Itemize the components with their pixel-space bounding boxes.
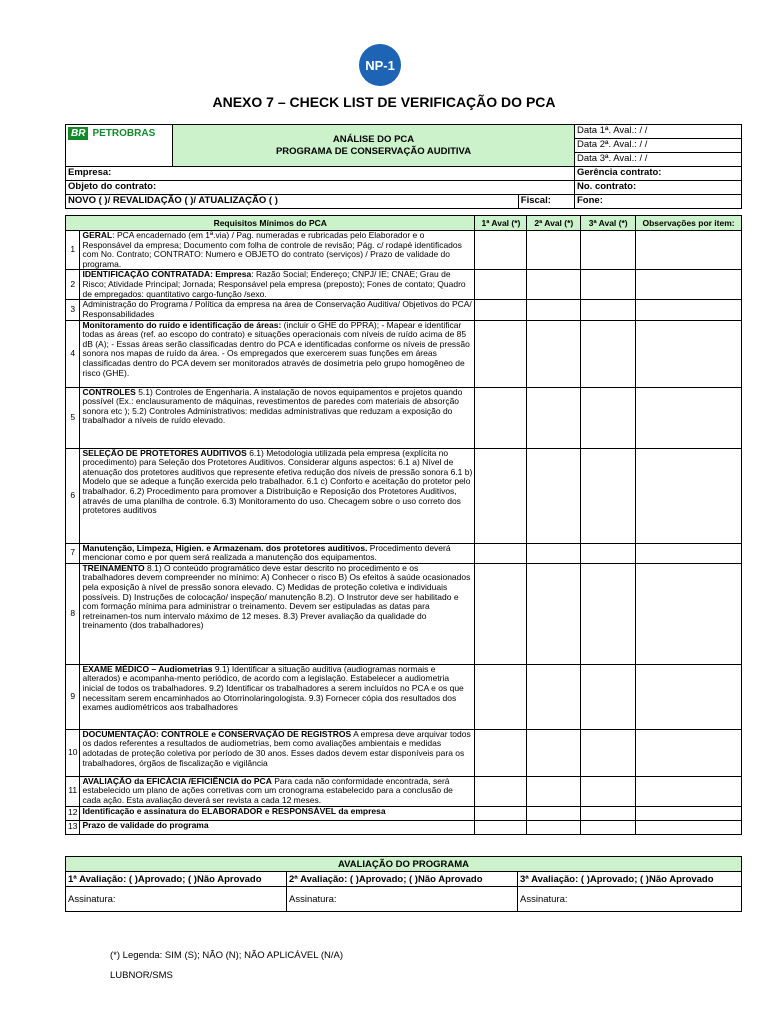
empresa-field[interactable]: Empresa: [66, 167, 575, 181]
observation-cell[interactable] [636, 320, 742, 387]
table-row [66, 664, 742, 729]
requirement-heading: CONTROLES [82, 386, 136, 397]
aval-2-cell[interactable] [527, 448, 581, 543]
table-row [66, 387, 742, 448]
evaluation-table [65, 856, 742, 912]
item-number: 11 [66, 776, 80, 806]
aval-3-cell[interactable] [581, 270, 636, 300]
aval-2-cell[interactable] [527, 776, 581, 806]
aval-3-cell[interactable] [581, 563, 636, 664]
requirement-text [80, 300, 475, 320]
requirement-heading: Manutenção, Limpeza, Higien. e Armazenam. dos protetores auditivos. [82, 542, 368, 553]
requirement-body: (incluir o GHE do PPRA); - Mapear e identificar todas as áreas (ref. ao escopo do contrato) e situações operacionais com níveis de ruído acima de 85 dB (A); - Essas áreas serão classificadas dentro do PCA e identificadas conforme os níveis de pressão sonora nos mapas de ruído da área. - Os empregados que exercerem suas funções em áreas classificadas dentro do PCA devem ser monitorados através de dosimetria pelo grupo homogêneo de risco (GHE). [82, 319, 470, 378]
requirement-body: Para cada não conformidade encontrada, será estabelecido um plano de ações corretivas com um cronograma estabelecido para a conclusão de cada ação. Esta avaliação deverá ser revista a cada 12 meses. [82, 775, 453, 805]
aval-1-cell[interactable] [475, 664, 527, 729]
header-title-line1: ANÁLISE DO PCA [332, 133, 415, 145]
aval-2-cell[interactable] [527, 300, 581, 320]
observation-cell[interactable] [636, 820, 742, 834]
requirement-heading: EXAME MÉDICO – Audiometrias [82, 663, 213, 674]
requirement-heading: SELEÇÃO DE PROTETORES AUDITIVOS [82, 447, 247, 458]
table-row [66, 320, 742, 387]
observation-cell[interactable] [636, 776, 742, 806]
header-title-line2: PROGRAMA DE CONSERVAÇÃO AUDITIVA [275, 145, 472, 157]
requirement-text [80, 729, 475, 776]
aval-3-cell[interactable] [581, 664, 636, 729]
table-row [66, 729, 742, 776]
aval-2-cell[interactable] [527, 270, 581, 300]
no-contrato-field[interactable]: No. contrato: [575, 181, 742, 195]
requirement-text [80, 543, 475, 563]
requirement-body: 6.1) Metodologia utilizada pela empresa (explícita no procedimento) para Seleção dos Protetores Auditivos. Considerar alguns aspectos: 6.1 a) Nível de atenuação dos protetores auditivos que represente efetiva redução dos níveis de pressão sonora 6.1 b) Modelo que se adeque a função exercida pelo trabalhador. 6.1 c) Conforto e aceitação do protetor pelo trabalhador. 6.2) Procedimento para promover a Distribuição e Reposição dos Protetores Auditivos, através de uma planilha de controle. 6.3) Monitoramento do uso. Checagem sobre o uso correto dos protetores auditivos [82, 447, 473, 516]
aval-1-cell[interactable] [475, 320, 527, 387]
col-header-aval3: 3ª Aval (*) [581, 216, 636, 231]
date3-field[interactable]: Data 3ª. Aval.: / / [575, 153, 742, 167]
observation-cell[interactable] [636, 448, 742, 543]
novo-revalidacao-field[interactable]: NOVO ( )/ REVALIDAÇÃO ( )/ ATUALIZAÇÃO ( ) [66, 195, 519, 209]
requirement-text [80, 820, 475, 834]
aval-3-cell[interactable] [581, 543, 636, 563]
table-row [66, 448, 742, 543]
aval-2-cell[interactable] [527, 320, 581, 387]
aval-1-cell[interactable] [475, 543, 527, 563]
requirement-body: 8.1) O conteúdo programático deve estar descrito no procedimento e os trabalhadores devem compreender no mínimo: A) Conhecer o risco B) Os efeitos à saúde ocasionados pela exposição à nível de pressão sonora elevado. C) Medidas de proteção coletiva e individuais possíveis. D) Instruções de colocação/ inspeção/ manutenção 8.2). O Instrutor deve ser habilitado e com formação mínima para administrar o treinamento. Devem ser estipuladas as datas para retreinamen-tos num intervalo máximo de 12 meses. 8.3) Prever avaliação da qualidade do treinamento (dos trabalhadores) [82, 562, 471, 631]
item-number: 13 [66, 820, 80, 834]
fiscal-field[interactable]: Fiscal: [518, 195, 574, 209]
aval-2-cell[interactable] [527, 231, 581, 270]
aval-2-cell[interactable] [527, 563, 581, 664]
table-row [66, 231, 742, 270]
requirement-text [80, 320, 475, 387]
item-number: 2 [66, 270, 80, 300]
table-row [66, 270, 742, 300]
requirement-text [80, 231, 475, 270]
item-number: 4 [66, 320, 80, 387]
requirement-text [80, 806, 475, 820]
requirement-heading: AVALIAÇÃO da EFICÁCIA /EFICIÊNCIA do PCA [82, 775, 272, 786]
aval-1-cell[interactable] [475, 300, 527, 320]
item-number: 10 [66, 729, 80, 776]
aval-1-cell[interactable] [475, 448, 527, 543]
requirement-body: A empresa deve arquivar todos os dados referentes a resultados de audiometrias, bem como avaliações ambientais e medidas adotadas de proteção coletiva por período de 30 anos. Esses dados devem estar disponíveis para os trabalhadores, órgãos de fiscalização e vigilância [82, 728, 471, 768]
item-number: 1 [66, 231, 80, 270]
requirement-body: 9.1) Identificar a situação auditiva (audiogramas normais e alterados) e acompanha-mento periódico, de acordo com a legislação. Estabelecer a audiometria inicial de todos os trabalhadores. 9.2) Identificar os trabalhadores a serem incluídos no PCA e os que necessitam serem encaminhados ao Otorrinolaringologista. 9.3) Fornecer cópia dos resultados dos exames audiométricos aos trabalhadores [82, 663, 464, 713]
petrobras-logo [68, 125, 170, 140]
aval-1-cell[interactable] [475, 563, 527, 664]
table-row [66, 776, 742, 806]
item-number: 12 [66, 806, 80, 820]
requirement-text [80, 776, 475, 806]
item-number: 8 [66, 563, 80, 664]
evaluation-3-signature[interactable]: Assinatura: [518, 887, 742, 912]
requirement-heading: Prazo de validade do programa [82, 819, 209, 830]
table-row [66, 806, 742, 820]
requirement-text [80, 664, 475, 729]
aval-2-cell[interactable] [527, 729, 581, 776]
requirements-table [65, 215, 742, 835]
observation-cell[interactable] [636, 543, 742, 563]
evaluation-1-signature[interactable]: Assinatura: [66, 887, 287, 912]
col-header-aval1: 1ª Aval (*) [475, 216, 527, 231]
table-row [66, 820, 742, 834]
requirement-body: 5.1) Controles de Engenharia. A instalação de novos equipamentos e projetos quando possível (Ex.: enclausuramento de máquinas, revestimentos de paredes com materiais de absorção sonora etc ); 5.2) Controles Administrativos: medidas administrativas que reduzam a exposição do trabalhador a níveis de ruído elevado. [82, 386, 463, 426]
requirement-text [80, 270, 475, 300]
observation-cell[interactable] [636, 300, 742, 320]
gerencia-field[interactable]: Gerência contrato: [575, 167, 742, 181]
requirement-heading: Identificação e assinatura do ELABORADOR e RESPONSÁVEL da empresa [82, 805, 386, 816]
aval-1-cell[interactable] [475, 820, 527, 834]
evaluation-2-signature[interactable]: Assinatura: [287, 887, 518, 912]
observation-cell[interactable] [636, 231, 742, 270]
observation-cell[interactable] [636, 729, 742, 776]
requirement-body: Administração do Programa / Política da empresa na área de Conservação Auditiva/ Objetivos do PCA/ Responsabilidades [82, 299, 472, 319]
requirement-body: : Razão Social; Endereço; CNPJ/ IE; CNAE; Grau de Risco; Atividade Principal; Jornada; Responsável pela empresa (preposto); Fones de contato; Quadro de empregados: quantitativo cargo-função /sexo. [82, 269, 466, 299]
header-title-cell [173, 125, 575, 167]
header-table [65, 124, 742, 209]
aval-3-cell[interactable] [581, 387, 636, 448]
aval-3-cell[interactable] [581, 231, 636, 270]
item-number: 7 [66, 543, 80, 563]
aval-3-cell[interactable] [581, 448, 636, 543]
requirement-heading: DOCUMENTAÇÃO: CONTROLE e CONSERVAÇÃO DE REGISTROS [82, 728, 352, 739]
observation-cell[interactable] [636, 387, 742, 448]
observation-cell[interactable] [636, 563, 742, 664]
table-row [66, 300, 742, 320]
aval-3-cell[interactable] [581, 729, 636, 776]
requirement-heading: IDENTIFICAÇÃO CONTRATADA: Empresa [82, 269, 252, 280]
requirement-text [80, 448, 475, 543]
aval-3-cell[interactable] [581, 776, 636, 806]
page-title: ANEXO 7 – CHECK LIST DE VERIFICAÇÃO DO PCA [212, 94, 556, 110]
observation-cell[interactable] [636, 270, 742, 300]
aval-2-cell[interactable] [527, 806, 581, 820]
aval-1-cell[interactable] [475, 270, 527, 300]
observation-cell[interactable] [636, 664, 742, 729]
aval-1-cell[interactable] [475, 231, 527, 270]
aval-2-cell[interactable] [527, 543, 581, 563]
aval-3-cell[interactable] [581, 300, 636, 320]
requirement-body: : PCA encadernado (em 1ª.via) / Pag. numeradas e rubricadas pelo Elaborador e o Responsável da empresa; Documento com folha de controle de revisão; Pág. c/ rodapé identificados com No. Contrato; CONTRATO: Numero e OBJETO do contrato (serviços) / Prazo de validade do programa. [82, 230, 462, 269]
aval-2-cell[interactable] [527, 664, 581, 729]
requirement-text [80, 387, 475, 448]
br-logo-mark: BR [68, 127, 88, 140]
col-header-observacoes: Observações por item: [636, 216, 742, 231]
observation-cell[interactable] [636, 806, 742, 820]
table-row [66, 563, 742, 664]
requirement-heading: GERAL [82, 230, 113, 240]
requirement-text [80, 563, 475, 664]
requirement-heading: Monitoramento do ruído e identificação de áreas: [82, 319, 282, 330]
aval-2-cell[interactable] [527, 387, 581, 448]
aval-1-cell[interactable] [475, 387, 527, 448]
item-number: 6 [66, 448, 80, 543]
aval-2-cell[interactable] [527, 820, 581, 834]
evaluation-3-checkbox-row[interactable]: 3ª Avaliação: ( )Aprovado; ( )Não Aprovado [518, 872, 742, 887]
date1-field[interactable]: Data 1ª. Aval.: / / [575, 125, 742, 139]
aval-1-cell[interactable] [475, 806, 527, 820]
col-header-requisitos: Requisitos Mínimos do PCA [66, 216, 475, 231]
fone-field[interactable]: Fone: [575, 195, 742, 209]
logo-cell [66, 125, 173, 167]
evaluation-1-checkbox-row[interactable]: 1ª Avaliação: ( )Aprovado; ( )Não Aprovado [66, 872, 287, 887]
date2-field[interactable]: Data 2ª. Aval.: / / [575, 139, 742, 153]
petrobras-logo-text: PETROBRAS [92, 127, 156, 139]
aval-3-cell[interactable] [581, 806, 636, 820]
aval-1-cell[interactable] [475, 729, 527, 776]
item-number: 9 [66, 664, 80, 729]
aval-3-cell[interactable] [581, 320, 636, 387]
objeto-field[interactable]: Objeto do contrato: [66, 181, 575, 195]
legend-text: (*) Legenda: SIM (S); NÃO (N); NÃO APLICÁVEL (N/A) [110, 950, 343, 961]
aval-3-cell[interactable] [581, 820, 636, 834]
item-number: 3 [66, 300, 80, 320]
np1-badge: NP-1 [359, 44, 401, 86]
item-number: 5 [66, 387, 80, 448]
col-header-aval2: 2ª Aval (*) [527, 216, 581, 231]
table-row [66, 543, 742, 563]
aval-1-cell[interactable] [475, 776, 527, 806]
requirement-body: Procedimento deverá mencionar como e por quem será realizada a manutenção dos equipamentos. [82, 542, 451, 563]
evaluation-title: AVALIAÇÃO DO PROGRAMA [66, 857, 742, 872]
footer-text: LUBNOR/SMS [110, 970, 173, 981]
requirement-heading: TREINAMENTO [82, 562, 145, 573]
evaluation-2-checkbox-row[interactable]: 2ª Avaliação: ( )Aprovado; ( )Não Aprovado [287, 872, 518, 887]
